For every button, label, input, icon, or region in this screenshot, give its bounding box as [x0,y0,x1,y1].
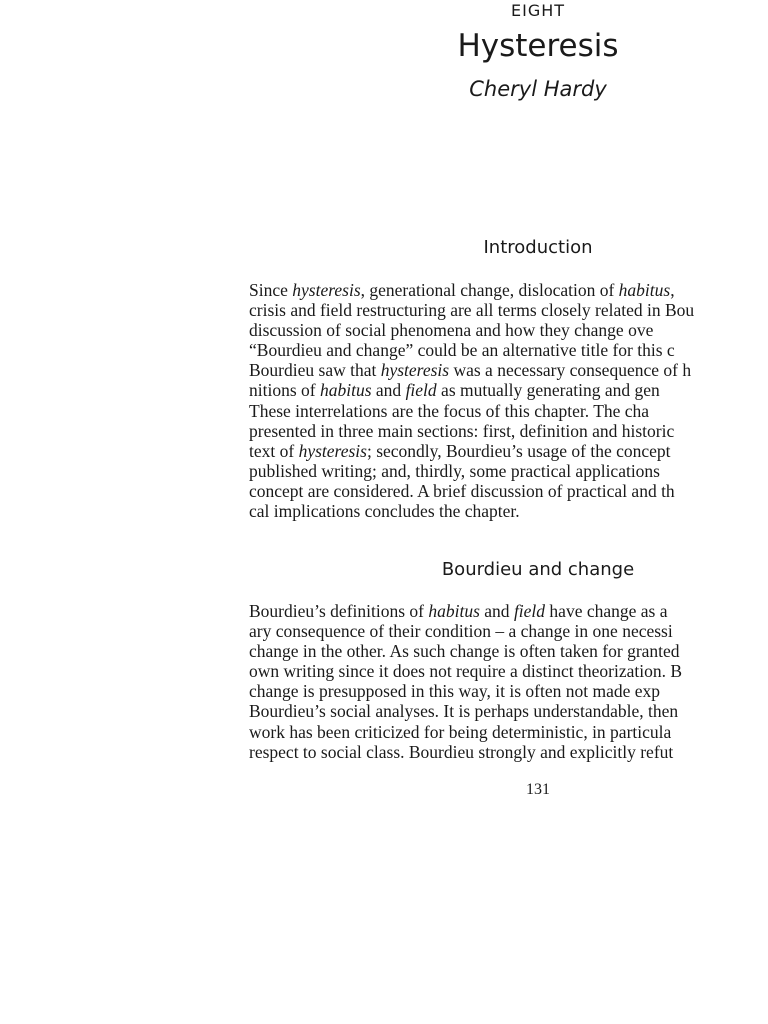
text-line: These interrelations are the focus of this chapter. The cha [249,400,650,421]
chapter-author: Cheryl Hardy [469,77,607,101]
text-line: work has been criticized for being deterministic, in particula [249,721,672,742]
introduction-paragraph [249,280,768,521]
text-line: concept are considered. A brief discussion of practical and th [249,480,675,501]
section-heading-introduction: Introduction [483,237,593,258]
text-line: ary consequence of their condition – a change in one necessi [249,621,673,642]
text-line: Since hysteresis, generational change, dislocation of habitus, [249,280,675,300]
text-line: Bourdieu saw that hysteresis was a necessary consequence of h [249,360,692,381]
text-line: change in the other. As such change is often taken for granted [249,641,680,662]
section-heading-bourdieu-and-change: Bourdieu and change [441,559,635,580]
text-line: Bourdieu’s definitions of habitus and field have change as a [249,601,668,621]
text-line: text of hysteresis; secondly, Bourdieu’s usage of the concept [249,440,671,461]
text-line: presented in three main sections: first, definition and historic [249,420,675,441]
text-line: “Bourdieu and change” could be an alternative title for this c [249,340,675,361]
text-line: cal implications concludes the chapter. [249,501,520,522]
page-number: 131 [526,781,550,798]
text-line: published writing; and, thirdly, some practical applications [249,460,660,481]
text-line: discussion of social phenomena and how they change ove [249,320,654,341]
text-line: change is presupposed in this way, it is often not made exp [249,681,661,702]
text-line: respect to social class. Bourdieu strongly and explicitly refut [249,741,674,762]
bourdieu-and-change-paragraph [249,601,768,762]
text-line: nitions of habitus and field as mutually generating and gen [249,380,660,401]
chapter-number: EIGHT [510,1,566,20]
chapter-title: Hysteresis [457,28,619,64]
text-line: own writing since it does not require a distinct theorization. B [249,661,683,682]
text-line: crisis and field restructuring are all terms closely related in Bou [249,300,695,321]
text-line: Bourdieu’s social analyses. It is perhaps understandable, then [249,701,679,722]
